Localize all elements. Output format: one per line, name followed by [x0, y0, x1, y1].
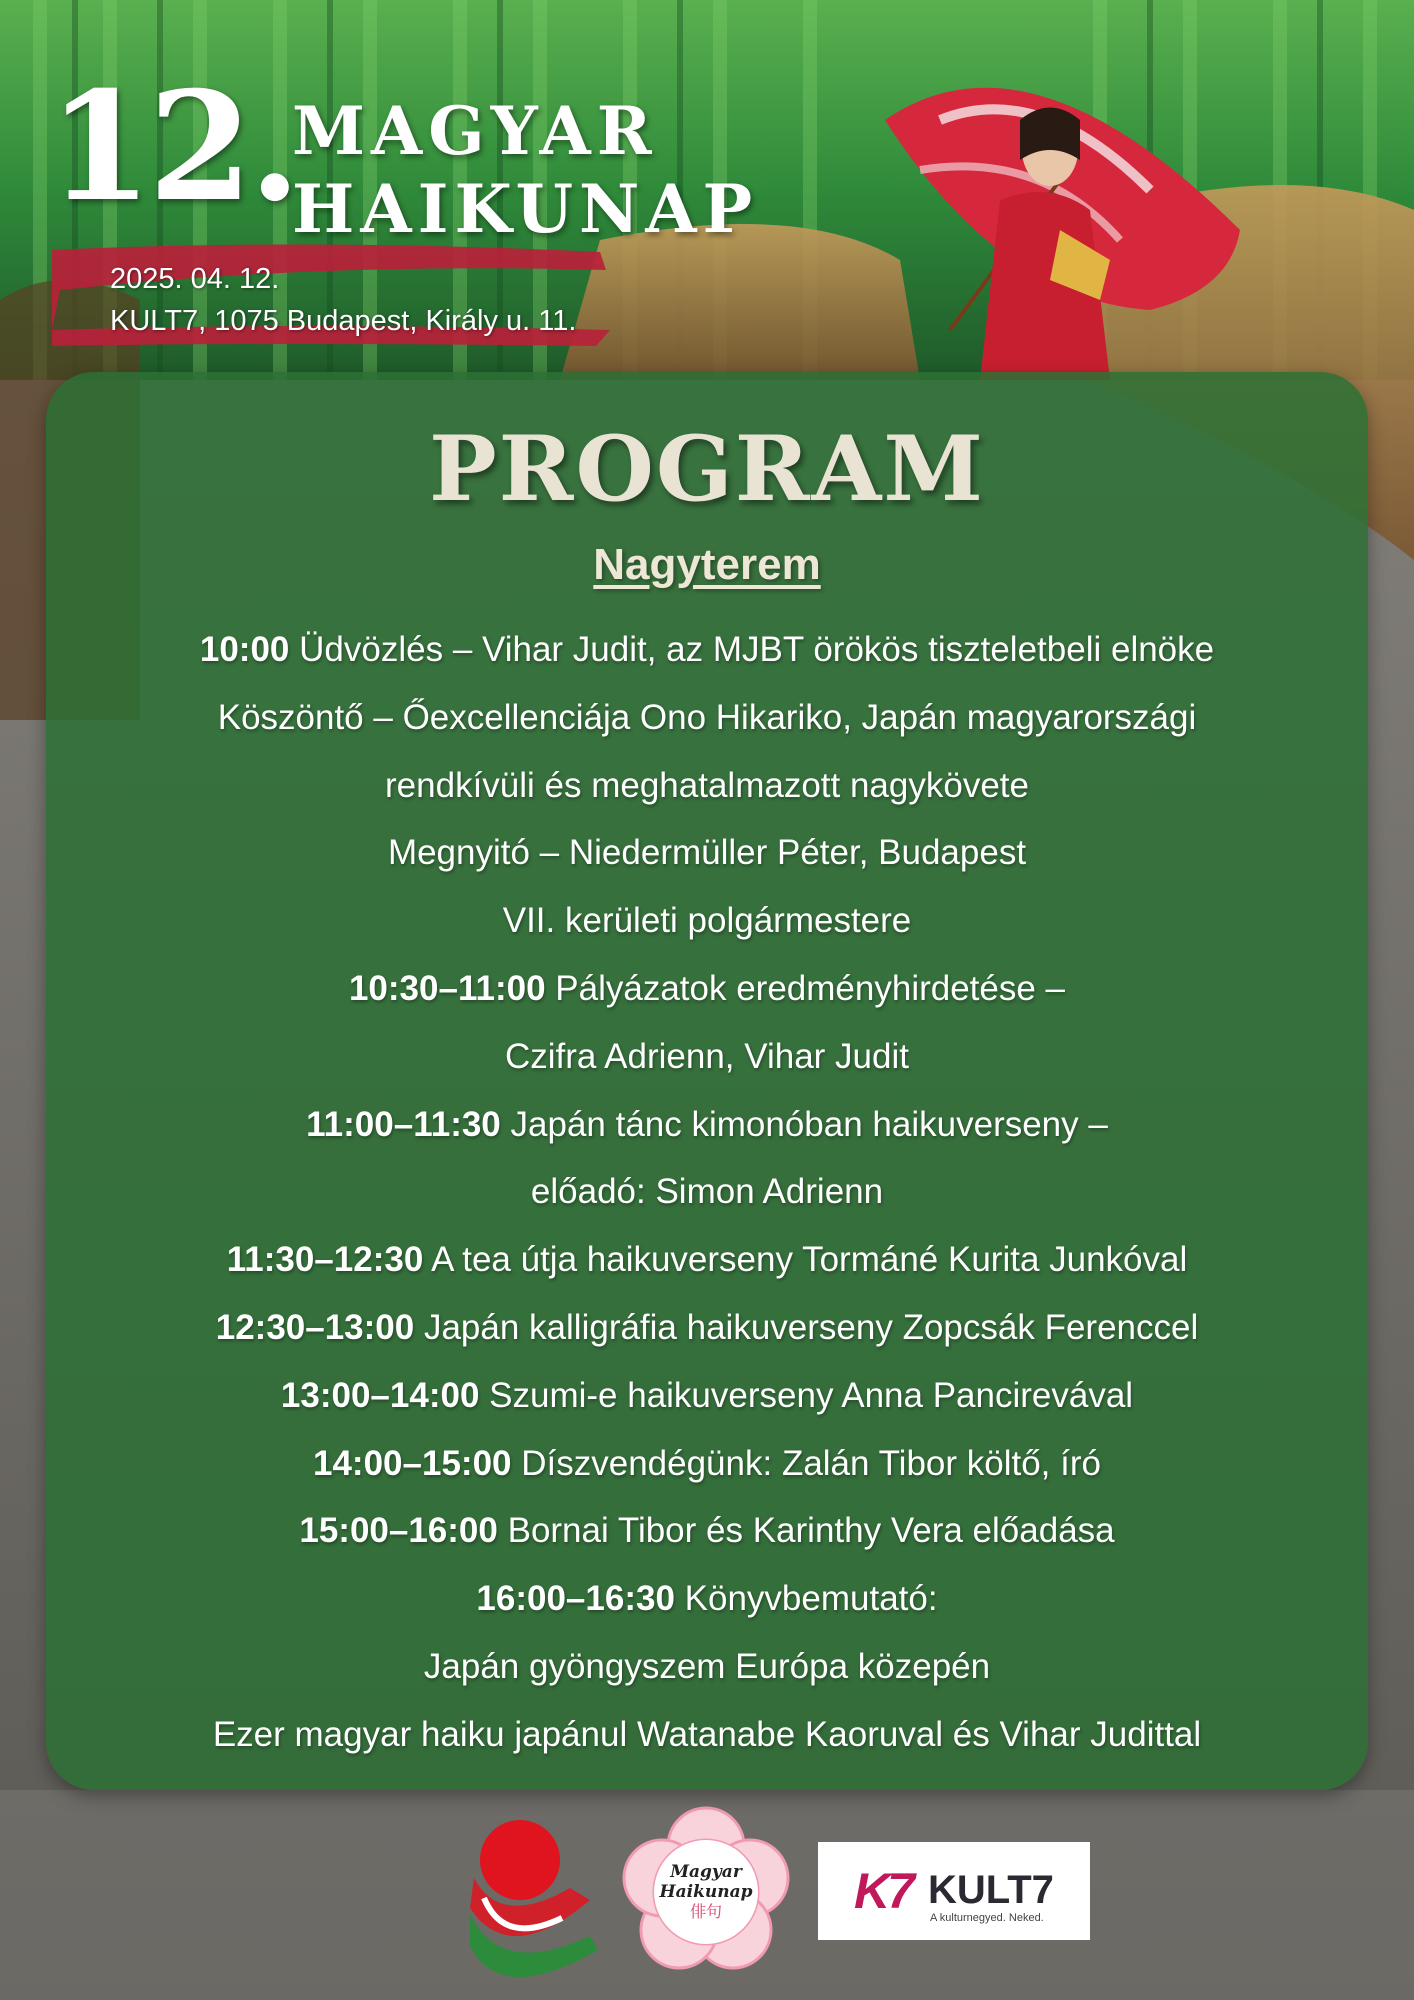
schedule-time: 13:00–14:00 [280, 1375, 480, 1415]
haikunap-logo-line2: Haikunap [659, 1882, 753, 1902]
event-venue: KULT7, 1075 Budapest, Király u. 11. [110, 305, 577, 337]
schedule-line [46, 1294, 1368, 1362]
schedule-time: 12:30–13:00 [215, 1307, 415, 1347]
room-title: Nagyterem [593, 540, 821, 589]
haikunap-logo-line1: Magyar [670, 1862, 742, 1882]
schedule-time: 11:30–12:30 [226, 1240, 424, 1280]
schedule-line [46, 1091, 1368, 1159]
schedule-line [46, 1701, 1368, 1769]
schedule-text: Japán kalligráfia haikuverseny Zopcsák Ferenccel [423, 1307, 1199, 1347]
schedule-text: előadó: Simon Adrienn [530, 1172, 884, 1212]
schedule-text: Könyvbemutató: [684, 1579, 938, 1619]
schedule-list [46, 616, 1368, 1769]
edition-number: 12. [48, 59, 297, 235]
event-date: 2025. 04. 12. [110, 263, 280, 295]
logo-row [0, 1812, 1414, 1982]
kult7-logo [818, 1842, 1090, 1940]
schedule-line [46, 955, 1368, 1023]
schedule-text: Köszöntő – Őexcellenciája Ono Hikariko, Japán magyarországi [217, 697, 1197, 737]
schedule-time: 14:00–15:00 [313, 1443, 512, 1483]
schedule-text: Japán gyöngyszem Európa közepén [423, 1646, 991, 1686]
schedule-text: rendkívüli és meghatalmazott nagykövete [385, 765, 1029, 805]
schedule-line [46, 1158, 1368, 1226]
schedule-text: Üdvözlés – Vihar Judit, az MJBT örökös tiszteletbeli elnöke [299, 630, 1215, 669]
schedule-line [46, 887, 1368, 955]
schedule-text: Pályázatok eredményhirdetése – [555, 968, 1066, 1008]
schedule-line [46, 1497, 1368, 1565]
program-panel [46, 372, 1368, 1790]
schedule-line [46, 1362, 1368, 1430]
event-title-line2: HAIKUNAP [292, 170, 759, 248]
schedule-time: 10:00 [199, 630, 290, 669]
schedule-time: 10:30–11:00 [348, 968, 546, 1008]
schedule-text: Bornai Tibor és Karinthy Vera előadása [507, 1511, 1115, 1551]
schedule-text: A tea útja haikuverseny Tormáné Kurita Junkóval [431, 1240, 1188, 1280]
event-title [292, 92, 758, 248]
schedule-time: 16:00–16:30 [476, 1579, 675, 1619]
schedule-text: VII. kerületi polgármestere [502, 901, 912, 941]
program-title: PROGRAM [429, 416, 985, 522]
schedule-time: 15:00–16:00 [299, 1511, 498, 1551]
schedule-line [46, 1565, 1368, 1633]
schedule-line [46, 1633, 1368, 1701]
schedule-line [46, 684, 1368, 752]
schedule-line [46, 1430, 1368, 1498]
schedule-line [46, 819, 1368, 887]
schedule-text: Czifra Adrienn, Vihar Judit [504, 1036, 909, 1076]
schedule-line [46, 1023, 1368, 1091]
schedule-time: 11:00–11:30 [306, 1104, 501, 1144]
haikunap-logo-kanji: 俳句 [689, 1902, 722, 1921]
kult7-mark: K7 [854, 1863, 912, 1919]
schedule-line [46, 1226, 1368, 1294]
event-title-line1: MAGYAR [292, 92, 658, 170]
kult7-tagline: A kulturnegyed. Neked. [930, 1912, 1044, 1924]
event-info [110, 258, 576, 342]
schedule-text: Japán tánc kimonóban haikuverseny – [510, 1104, 1108, 1144]
haikunap-logo-text [652, 1862, 760, 1922]
kult7-name: KULT7 [928, 1868, 1054, 1912]
schedule-text: Ezer magyar haiku japánul Watanabe Kaoruval és Vihar Judittal [212, 1714, 1202, 1754]
schedule-text: Díszvendégünk: Zalán Tibor költő, író [521, 1443, 1101, 1483]
schedule-line [46, 752, 1368, 820]
schedule-text: Megnyitó – Niedermüller Péter, Budapest [387, 833, 1027, 873]
schedule-text: Szumi-e haikuverseny Anna Pancirevával [489, 1375, 1134, 1415]
schedule-line [46, 616, 1368, 684]
